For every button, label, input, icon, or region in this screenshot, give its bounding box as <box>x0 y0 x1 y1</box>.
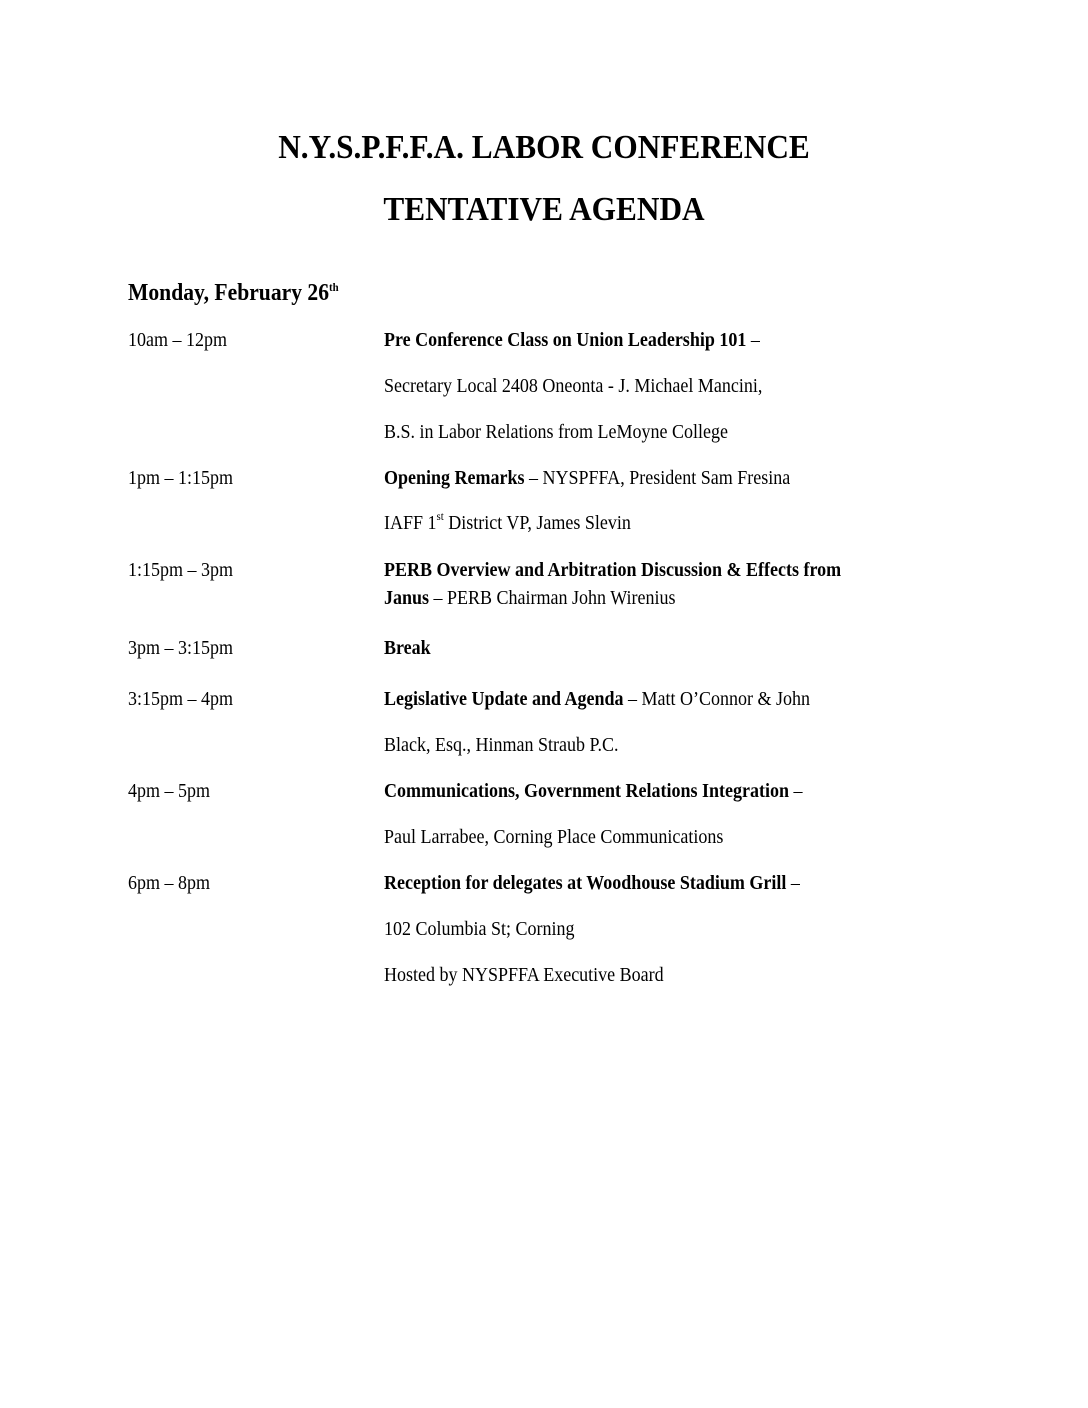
agenda-time: 10am – 12pm <box>128 329 227 351</box>
agenda-item-title: Communications, Government Relations Integration <box>384 780 789 802</box>
agenda-time: 1pm – 1:15pm <box>128 467 234 489</box>
agenda-time: 1:15pm – 3pm <box>128 559 234 581</box>
agenda-time: 3pm – 3:15pm <box>128 637 234 659</box>
agenda-detail-line: Hosted by NYSPFFA Executive Board <box>384 964 664 986</box>
agenda-item-detail: – Matt O’Connor & John <box>623 688 811 710</box>
agenda-detail-line: Paul Larrabee, Corning Place Communications <box>384 826 724 848</box>
agenda-item-title: Legislative Update and Agenda <box>384 688 624 710</box>
agenda-item-title: Janus <box>384 587 430 609</box>
agenda-detail-line: B.S. in Labor Relations from LeMoyne College <box>384 421 728 443</box>
agenda-detail-line: Black, Esq., Hinman Straub P.C. <box>384 734 619 756</box>
agenda-item-title: PERB Overview and Arbitration Discussion & Effects from <box>384 559 842 581</box>
agenda-item-title: Break <box>384 637 431 659</box>
agenda-item-detail: – <box>746 329 760 351</box>
agenda-item-detail: – <box>786 872 800 894</box>
detail-post: District VP, James Slevin <box>443 512 631 534</box>
day-heading <box>128 278 339 308</box>
agenda-detail-line <box>384 511 631 535</box>
document-subtitle: TENTATIVE AGENDA <box>383 191 705 228</box>
day-heading-text: Monday, February 26 <box>128 280 330 306</box>
detail-sup: st <box>436 509 444 523</box>
agenda-item-detail: – PERB Chairman John Wirenius <box>429 587 676 609</box>
agenda-item <box>384 558 841 582</box>
agenda-item-title: Reception for delegates at Woodhouse Stadium Grill <box>384 872 787 894</box>
agenda-item <box>384 779 802 803</box>
day-heading-suffix: th <box>329 280 339 294</box>
agenda-item-continued <box>384 586 675 610</box>
agenda-item <box>384 466 790 490</box>
agenda-item <box>384 328 760 352</box>
agenda-time: 6pm – 8pm <box>128 872 211 894</box>
agenda-detail-line: Secretary Local 2408 Oneonta - J. Michael Mancini, <box>384 375 763 397</box>
agenda-item-detail: – <box>788 780 803 802</box>
agenda-item-detail: – NYSPFFA, President Sam Fresina <box>524 467 791 489</box>
agenda-item-title: Pre Conference Class on Union Leadership 101 <box>384 329 747 351</box>
agenda-time: 4pm – 5pm <box>128 780 211 802</box>
agenda-detail-line: 102 Columbia St; Corning <box>384 918 575 940</box>
document-title: N.Y.S.P.F.F.A. LABOR CONFERENCE <box>278 129 810 166</box>
agenda-item <box>384 687 810 711</box>
detail-pre: IAFF 1 <box>384 512 437 534</box>
agenda-item <box>384 636 431 660</box>
agenda-item <box>384 871 800 895</box>
agenda-item-title: Opening Remarks <box>384 467 525 489</box>
agenda-time: 3:15pm – 4pm <box>128 688 234 710</box>
